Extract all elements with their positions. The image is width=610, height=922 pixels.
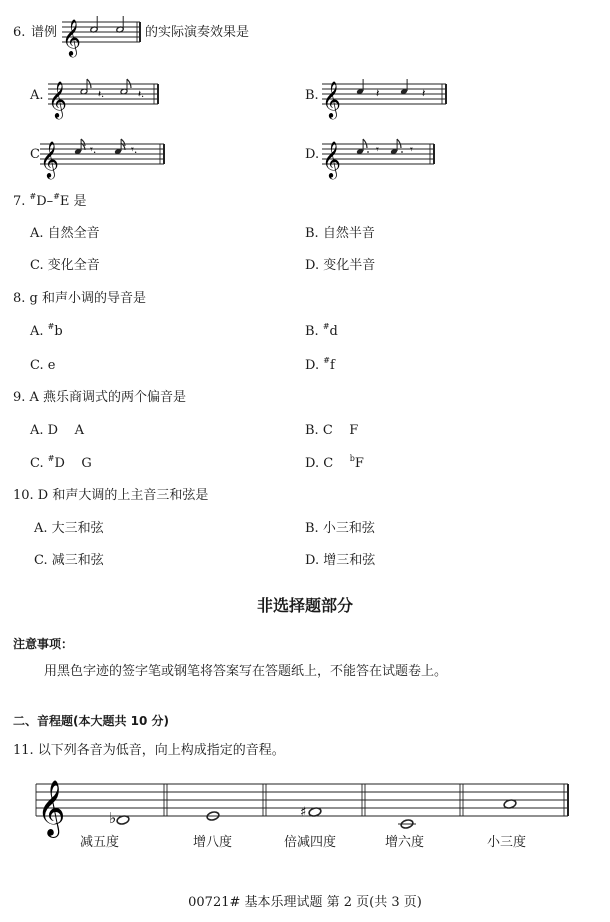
eighth-note-icon [120, 79, 131, 95]
q6-option-a-label: A. [30, 88, 44, 103]
q7-option-d: D. 变化半音 [305, 258, 376, 273]
page-footer: 00721# 基本乐理试题 第 2 页(共 3 页) [188, 895, 422, 910]
q6-example-staff [60, 14, 144, 54]
treble-clef-icon: 𝄞 [62, 18, 81, 56]
q10-option-d: D. 增三和弦 [305, 553, 376, 568]
note-f-sharp [300, 805, 322, 820]
q7-option-a: A. 自然全音 [30, 226, 100, 241]
q10-stem: 10. D 和声大调的上主音三和弦是 [13, 488, 209, 503]
q6-option-b-staff [320, 76, 450, 116]
eighth-rest-icon: 𝄾 [410, 143, 413, 156]
q6-number: 6. [13, 25, 26, 40]
quarter-note-icon [400, 79, 408, 95]
sixteenth-note-icon [74, 139, 85, 155]
dotted-quarter-rest-icon: 𝄽. [98, 89, 105, 100]
sharp-icon: # [323, 355, 330, 365]
q6-option-c-label: C [30, 147, 40, 162]
q10-option-c: C. 减三和弦 [34, 553, 104, 568]
q6-option-d-staff [320, 136, 438, 176]
sharp-icon: ♯ [300, 805, 307, 820]
q6-option-c-staff [38, 136, 168, 176]
q8-option-b: B. #d [305, 321, 338, 339]
q8-option-c: C. e [30, 358, 56, 373]
q10-option-b: B. 小三和弦 [305, 521, 375, 536]
q11-interval-staff [32, 774, 572, 834]
q6-option-a-staff [46, 76, 162, 116]
sharp-icon: # [47, 453, 55, 463]
sharp-icon: # [29, 191, 37, 201]
half-note-icon [116, 16, 124, 33]
sharp-icon: # [322, 321, 330, 331]
quarter-note-icon [356, 79, 364, 95]
q8-option-a: A. #b [30, 321, 63, 339]
sharp-icon: # [47, 321, 55, 331]
q9-stem: 9. A 燕乐商调式的两个偏音是 [13, 390, 187, 405]
dotted-eighth-note-icon [390, 139, 403, 155]
q6-prefix: 谱例 [31, 25, 58, 40]
dotted-quarter-rest-icon: 𝄽. [138, 89, 145, 100]
q11-label-5: 小三度 [487, 835, 527, 850]
q10-option-a: A. 大三和弦 [34, 521, 104, 536]
treble-clef-icon: 𝄞 [48, 80, 67, 118]
treble-clef-icon: 𝄞 [37, 780, 66, 836]
eighth-rest-icon: 𝄾. [90, 143, 97, 156]
eighth-rest-icon: 𝄾 [376, 143, 379, 156]
q9-option-d: D. C $^b$F [305, 453, 364, 471]
q7-option-c: C. 变化全音 [30, 258, 100, 273]
quarter-rest-icon: 𝄽 [422, 87, 426, 100]
q6-suffix: 的实际演奏效果是 [145, 25, 250, 40]
eighth-rest-icon: 𝄾. [131, 143, 138, 156]
q6-option-d-label: D. [305, 147, 320, 162]
flat-icon: ♭ [109, 809, 117, 827]
eighth-note-icon [80, 79, 91, 95]
section-title: 非选择题部分 [256, 596, 353, 615]
q11-label-3: 倍减四度 [284, 835, 337, 850]
q6-option-b-label: B. [305, 88, 319, 103]
q7-stem: 7. #D–#E 是 [13, 191, 87, 209]
note-d-flat [109, 809, 130, 827]
q11-label-2: 增八度 [193, 835, 233, 850]
q9-option-a: A. D A [30, 423, 84, 438]
quarter-rest-icon: 𝄽 [376, 87, 380, 100]
flat-icon: b [349, 453, 355, 463]
q11-stem: 11. 以下列各音为低音，向上构成指定的音程。 [13, 743, 285, 758]
treble-clef-icon: 𝄞 [40, 140, 59, 178]
q8-stem: 8. g 和声小调的导音是 [13, 291, 146, 306]
q7-option-b: B. 自然半音 [305, 226, 375, 241]
note-middle-c [398, 819, 416, 829]
q9-option-b: B. C F [305, 423, 359, 438]
notice-title: 注意事项： [13, 637, 74, 651]
q9-option-c: C. #D G [30, 453, 92, 471]
part2-title: 二、音程题(本大题共 10 分) [13, 714, 170, 728]
notice-body: 用黑色字迹的签字笔或钢笔将答案写在答题纸上，不能答在试题卷上。 [44, 664, 448, 679]
half-note-icon [90, 16, 98, 33]
treble-clef-icon: 𝄞 [322, 140, 341, 178]
treble-clef-icon: 𝄞 [322, 80, 341, 118]
q11-label-1: 减五度 [80, 835, 120, 850]
q8-option-d: D. #f [305, 355, 335, 373]
sixteenth-note-icon [114, 139, 125, 155]
sharp-icon: # [53, 191, 60, 201]
dotted-eighth-note-icon [356, 139, 369, 155]
q11-label-4: 增六度 [385, 835, 425, 850]
